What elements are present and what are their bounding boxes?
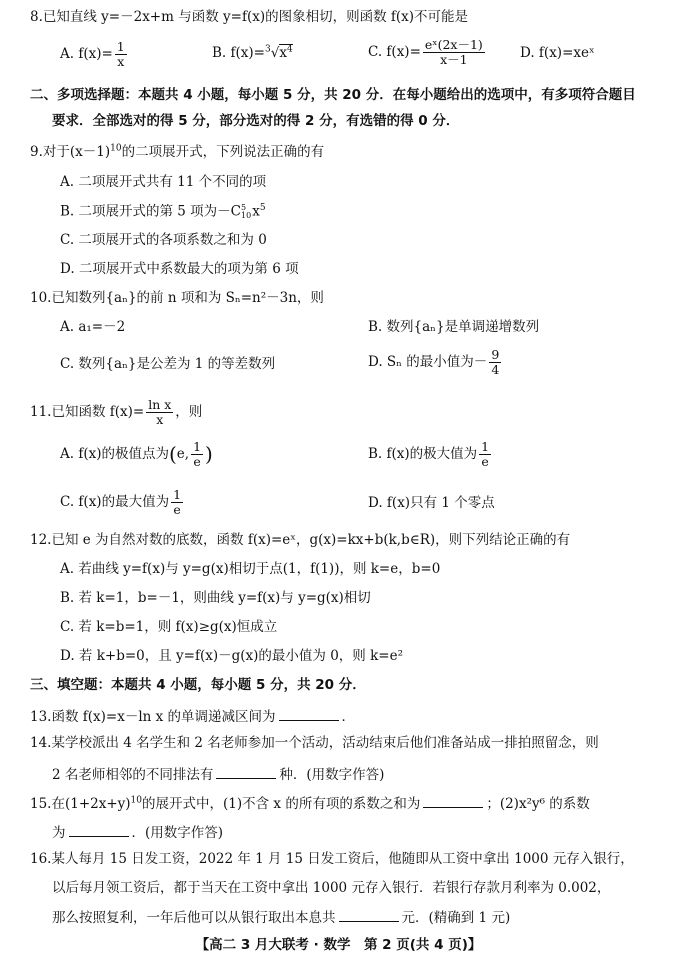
q10-option-b: B. 数列{aₙ}是单调递增数列: [368, 319, 540, 335]
q16-answer-blank: [339, 908, 399, 922]
q16-line2: 以后每月领工资后，都于当天在工资中拿出 1000 元存入银行．若银行存款月利率为 0.002，: [52, 880, 611, 896]
q11-b-fraction: $\frac{1}{e}$: [481, 439, 490, 469]
q8-option-c: C. f(x)= $\frac{\text{eˣ(2x－1)}}{x-1}$: [368, 37, 483, 67]
q11-c-fraction: $\frac{1}{e}$: [173, 487, 182, 517]
q13: 13.函数 f(x)=x－ln x 的单调递减区间为 ．: [30, 709, 356, 725]
q14-line2: 2 名老师相邻的不同排法有 种．(用数字作答): [52, 767, 385, 783]
q12-option-a: A. 若曲线 y=f(x)与 y=g(x)相切于点(1，f(1))，则 k=e，b=0: [60, 561, 441, 577]
q9-option-b: B. 二项展开式的第 5 项为－C 5 10 $x^5$: [60, 203, 266, 220]
q10-option-c: C. 数列{aₙ}是公差为 1 的等差数列: [60, 356, 276, 372]
q8-c-fraction: $\frac{\text{eˣ(2x－1)}}{x-1}$: [424, 37, 483, 67]
section2-line2: 要求．全部选对的得 5 分，部分选对的得 2 分，有选错的得 0 分．: [52, 113, 460, 129]
q15-line2: 为 ．(用数字作答): [52, 825, 224, 841]
q9-stem: 9.对于$(x-1)^{10}$的二项展开式，下列说法正确的有: [30, 143, 325, 160]
q11-option-c: C. f(x)的最大值为 $\frac{1}{e}$: [60, 487, 182, 517]
q15-answer-blank-2: [69, 823, 129, 837]
q12-option-d: D. 若 k+b=0，且 y=f(x)－g(x)的最小值为 0，则 k=e²: [60, 648, 403, 664]
q11-option-d: D. f(x)只有 1 个零点: [368, 495, 495, 511]
q11-a-fraction: $\frac{1}{e}$: [193, 439, 202, 469]
q11-option-b: B. f(x)的极大值为 $\frac{1}{e}$: [368, 439, 490, 469]
q13-answer-blank: [279, 707, 339, 721]
q9-option-c: C. 二项展开式的各项系数之和为 0: [60, 232, 267, 248]
q12-option-c: C. 若 k=b=1，则 f(x)≥g(x)恒成立: [60, 619, 278, 635]
q8-a-fraction: $\frac{1}{x}$: [116, 39, 125, 69]
q16-line1: 16.某人每月 15 日发工资，2022 年 1 月 15 日发工资后，他随即从工资中拿出 1000 元存入银行，: [30, 851, 634, 867]
q8-option-b: B. $f(x)=^3√x^4$: [212, 44, 293, 61]
q10-d-fraction: $\frac{9}{4}$: [491, 347, 500, 377]
q15-answer-blank-1: [423, 794, 483, 808]
q11-stem: 11.已知函数 f(x)= $\frac{\text{ln x}}{x}$ ，则: [30, 397, 203, 427]
q11-option-a: A. f(x)的极值点为(e, $\frac{1}{e}$ ): [60, 439, 213, 469]
page-footer: 【高二 3 月大联考 · 数学 第 2 页(共 4 页)】: [195, 937, 482, 953]
q12-option-b: B. 若 k=1，b=－1，则曲线 y=f(x)与 y=g(x)相切: [60, 590, 371, 606]
q9-option-d: D. 二项展开式中系数最大的项为第 6 项: [60, 261, 299, 277]
q12-stem: 12.已知 e 为自然对数的底数，函数 f(x)=eˣ，g(x)=kx+b(k,b∈R)，则下列结论正确的有: [30, 532, 571, 548]
section2-line1: 二、多项选择题：本题共 4 小题，每小题 5 分，共 20 分．在每小题给出的选项中，有多项符合题目: [30, 87, 636, 103]
q11-stem-fraction: $\frac{\text{ln x}}{x}$: [148, 397, 172, 427]
q15-line1: 15.在$(1+2x+y)^{10}$的展开式中，(1)不含 x 的所有项的系数之和为 ；(2)x²y⁶ 的系数: [30, 795, 590, 812]
q8-stem: 8.已知直线 y=－2x+m 与函数 y=f(x)的图象相切，则函数 f(x)不可能是: [30, 9, 469, 25]
q10-stem: 10.已知数列{aₙ}的前 n 项和为 Sₙ=n²－3n，则: [30, 290, 324, 306]
section3-title: 三、填空题：本题共 4 小题，每小题 5 分，共 20 分．: [30, 677, 366, 693]
q9-option-a: A. 二项展开式共有 11 个不同的项: [60, 174, 267, 190]
q14-answer-blank: [216, 765, 276, 779]
radical-sign: √: [270, 45, 280, 61]
q14-line1: 14.某学校派出 4 名学生和 2 名老师参加一个活动，活动结束后他们准备站成一排拍照留念，则: [30, 735, 599, 751]
q8-option-d: D. f(x)=xeˣ: [520, 45, 595, 61]
q8-option-a: A. f(x)= $\frac{1}{x}$: [60, 39, 125, 69]
q10-option-a: A. a₁=－2: [60, 319, 126, 335]
q10-option-d: D. Sₙ 的最小值为－ $\frac{9}{4}$: [368, 347, 500, 377]
q16-line3: 那么按照复利，一年后他可以从银行取出本息共 元．(精确到 1 元): [52, 910, 511, 926]
